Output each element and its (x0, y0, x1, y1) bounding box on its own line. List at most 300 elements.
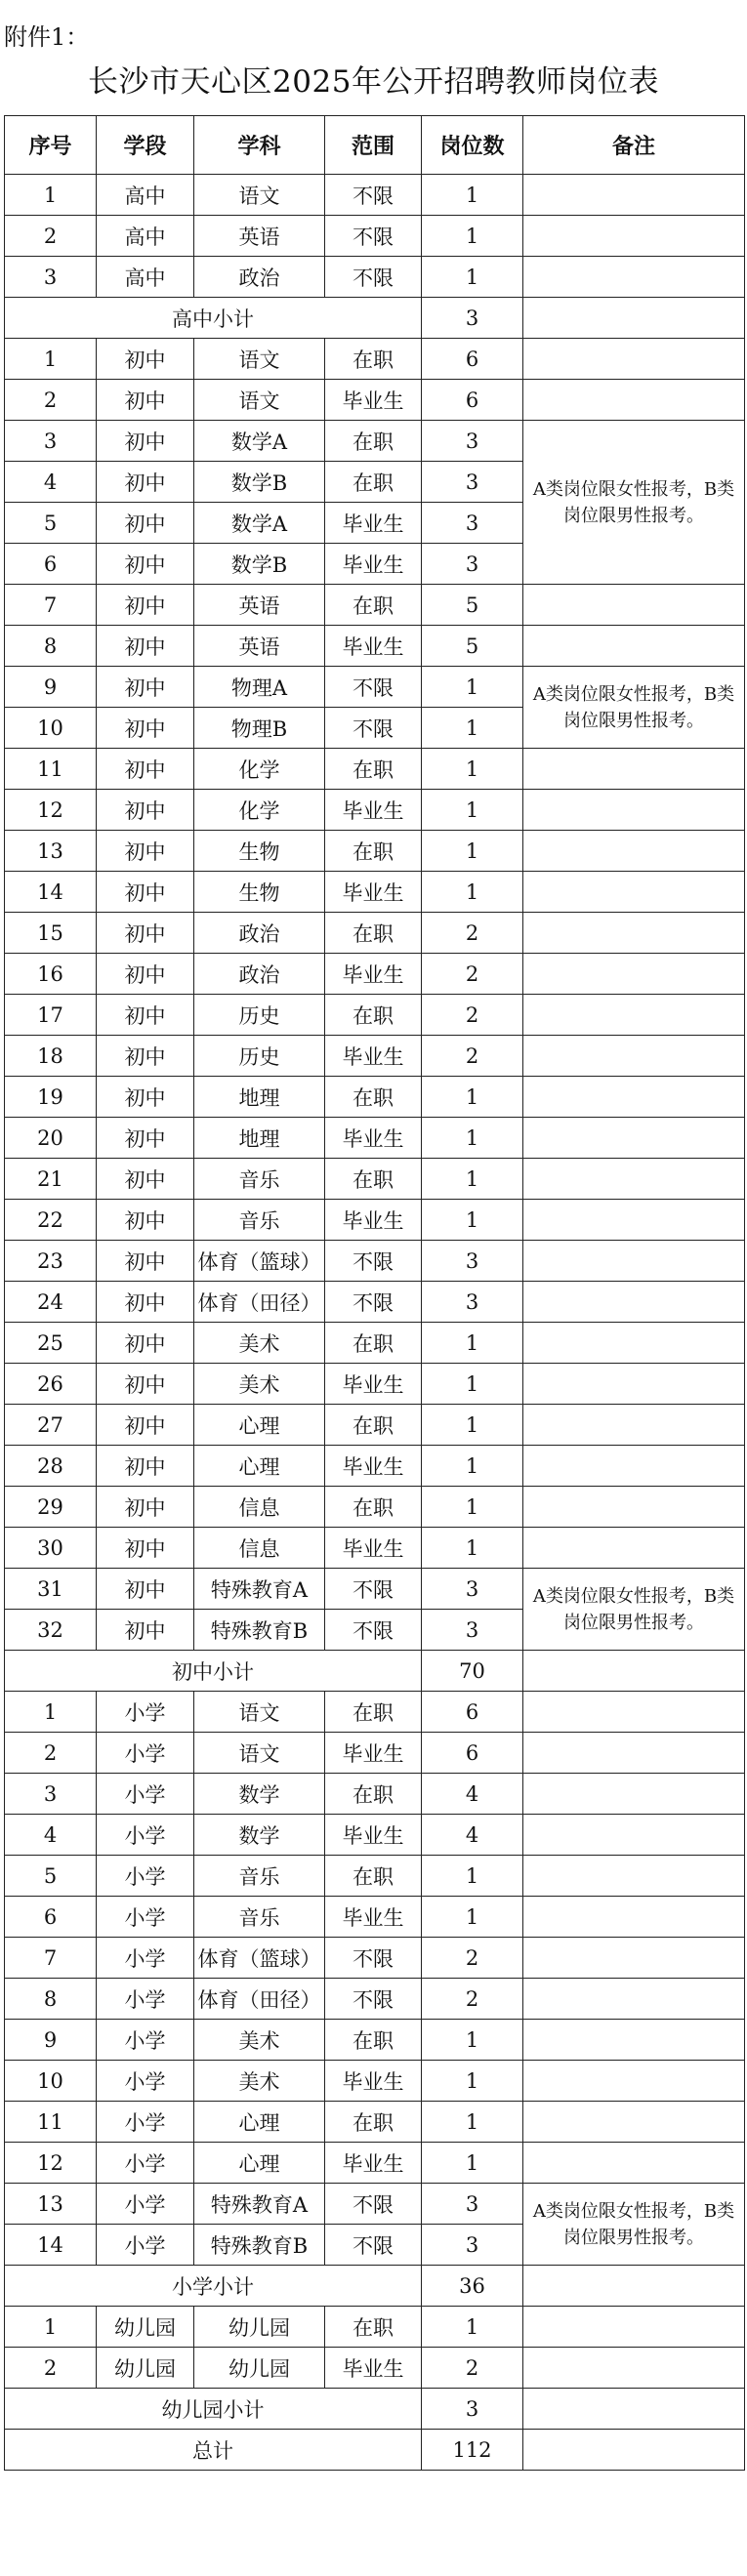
note-cell (523, 1487, 745, 1528)
cell-count: 3 (422, 1241, 523, 1282)
note-cell (523, 1282, 745, 1323)
cell-stage: 初中 (97, 1446, 194, 1487)
cell-scope: 不限 (325, 175, 422, 216)
cell-subject: 历史 (194, 995, 325, 1036)
cell-scope: 在职 (325, 585, 422, 626)
table-row (5, 749, 745, 790)
cell-count: 3 (422, 1569, 523, 1610)
cell-scope: 毕业生 (325, 2061, 422, 2102)
cell-subject: 语文 (194, 175, 325, 216)
cell-stage: 小学 (97, 1856, 194, 1897)
cell-scope: 毕业生 (325, 2143, 422, 2184)
cell-no: 5 (5, 1856, 97, 1897)
cell-count: 6 (422, 380, 523, 421)
cell-count: 1 (422, 1077, 523, 1118)
note-cell (523, 2307, 745, 2348)
cell-stage: 初中 (97, 462, 194, 503)
table-body (5, 175, 745, 2471)
cell-no: 8 (5, 626, 97, 667)
cell-stage: 初中 (97, 667, 194, 708)
cell-subject: 政治 (194, 913, 325, 954)
table-row (5, 995, 745, 1036)
cell-scope: 在职 (325, 339, 422, 380)
cell-stage: 初中 (97, 1200, 194, 1241)
cell-scope: 毕业生 (325, 626, 422, 667)
cell-scope: 毕业生 (325, 1446, 422, 1487)
note-cell (523, 175, 745, 216)
cell-stage: 初中 (97, 421, 194, 462)
cell-subject: 英语 (194, 585, 325, 626)
attachment-label: 附件1： (4, 23, 90, 51)
cell-subject: 体育（篮球） (194, 1241, 325, 1282)
cell-scope: 不限 (325, 667, 422, 708)
cell-scope: 在职 (325, 913, 422, 954)
table-row (5, 1036, 745, 1077)
cell-scope: 毕业生 (325, 1897, 422, 1938)
cell-no: 30 (5, 1528, 97, 1569)
cell-scope: 在职 (325, 1323, 422, 1364)
note-cell (523, 1692, 745, 1733)
cell-stage: 初中 (97, 1364, 194, 1405)
cell-stage: 初中 (97, 1569, 194, 1610)
cell-stage: 初中 (97, 503, 194, 544)
table-row (5, 1446, 745, 1487)
note-cell (523, 1651, 745, 1692)
cell-scope: 在职 (325, 1774, 422, 1815)
subtotal-label: 总计 (5, 2430, 422, 2471)
note-cell (523, 1323, 745, 1364)
note-cell (523, 954, 745, 995)
cell-subject: 幼儿园 (194, 2307, 325, 2348)
cell-count: 3 (422, 1282, 523, 1323)
cell-subject: 特殊教育B (194, 1610, 325, 1651)
table-row (5, 380, 745, 421)
cell-stage: 高中 (97, 216, 194, 257)
note-cell (523, 913, 745, 954)
cell-no: 12 (5, 2143, 97, 2184)
cell-subject: 心理 (194, 2143, 325, 2184)
cell-scope: 在职 (325, 1692, 422, 1733)
cell-count: 6 (422, 339, 523, 380)
cell-count: 1 (422, 2102, 523, 2143)
cell-no: 29 (5, 1487, 97, 1528)
cell-no: 7 (5, 1938, 97, 1979)
cell-stage: 初中 (97, 585, 194, 626)
subtotal-row (5, 2389, 745, 2430)
note-cell (523, 1979, 745, 2020)
positions-table (4, 115, 745, 2471)
cell-count: 3 (422, 503, 523, 544)
cell-subject: 地理 (194, 1118, 325, 1159)
cell-count: 1 (422, 1856, 523, 1897)
table-row (5, 1487, 745, 1528)
cell-count: 1 (422, 790, 523, 831)
cell-scope: 毕业生 (325, 954, 422, 995)
cell-no: 32 (5, 1610, 97, 1651)
cell-scope: 不限 (325, 1569, 422, 1610)
cell-subject: 信息 (194, 1487, 325, 1528)
table-row (5, 1774, 745, 1815)
cell-scope: 毕业生 (325, 544, 422, 585)
cell-scope: 毕业生 (325, 1364, 422, 1405)
table-row (5, 1938, 745, 1979)
cell-scope: 毕业生 (325, 1118, 422, 1159)
cell-subject: 美术 (194, 1364, 325, 1405)
note-cell (523, 790, 745, 831)
cell-scope: 不限 (325, 708, 422, 749)
cell-scope: 在职 (325, 1405, 422, 1446)
note-cell (523, 1036, 745, 1077)
cell-count: 2 (422, 1938, 523, 1979)
cell-stage: 小学 (97, 1692, 194, 1733)
note-cell (523, 749, 745, 790)
cell-count: 1 (422, 2143, 523, 2184)
cell-count: 6 (422, 1733, 523, 1774)
table-row (5, 421, 745, 462)
cell-count: 2 (422, 2348, 523, 2389)
subtotal-label: 高中小计 (5, 298, 422, 339)
cell-stage: 小学 (97, 1979, 194, 2020)
cell-no: 8 (5, 1979, 97, 2020)
cell-scope: 毕业生 (325, 1200, 422, 1241)
cell-stage: 小学 (97, 1733, 194, 1774)
cell-scope: 在职 (325, 462, 422, 503)
cell-count: 1 (422, 2020, 523, 2061)
cell-subject: 美术 (194, 2020, 325, 2061)
cell-count: 1 (422, 831, 523, 872)
note-cell (523, 1938, 745, 1979)
cell-no: 3 (5, 421, 97, 462)
cell-subject: 音乐 (194, 1856, 325, 1897)
cell-scope: 毕业生 (325, 503, 422, 544)
cell-count: 1 (422, 2307, 523, 2348)
cell-stage: 小学 (97, 1897, 194, 1938)
table-row (5, 831, 745, 872)
cell-no: 1 (5, 2307, 97, 2348)
cell-subject: 物理B (194, 708, 325, 749)
cell-count: 3 (422, 544, 523, 585)
note-cell (523, 2143, 745, 2184)
cell-stage: 初中 (97, 1118, 194, 1159)
cell-stage: 初中 (97, 708, 194, 749)
cell-scope: 毕业生 (325, 1815, 422, 1856)
table-row (5, 1856, 745, 1897)
subtotal-count: 3 (422, 2389, 523, 2430)
cell-no: 24 (5, 1282, 97, 1323)
cell-scope: 不限 (325, 2225, 422, 2266)
note-cell (523, 2348, 745, 2389)
subtotal-count: 70 (422, 1651, 523, 1692)
cell-stage: 小学 (97, 2102, 194, 2143)
cell-no: 28 (5, 1446, 97, 1487)
cell-stage: 初中 (97, 1487, 194, 1528)
cell-no: 26 (5, 1364, 97, 1405)
cell-count: 1 (422, 1159, 523, 1200)
cell-count: 1 (422, 1200, 523, 1241)
cell-count: 4 (422, 1815, 523, 1856)
cell-stage: 初中 (97, 1528, 194, 1569)
cell-stage: 初中 (97, 339, 194, 380)
cell-scope: 不限 (325, 1979, 422, 2020)
cell-scope: 在职 (325, 2020, 422, 2061)
note-cell (523, 1405, 745, 1446)
cell-no: 14 (5, 2225, 97, 2266)
note-cell (523, 2266, 745, 2307)
note-cell (523, 1897, 745, 1938)
subtotal-count: 112 (422, 2430, 523, 2471)
cell-stage: 小学 (97, 1938, 194, 1979)
cell-no: 6 (5, 1897, 97, 1938)
cell-subject: 化学 (194, 790, 325, 831)
cell-no: 11 (5, 2102, 97, 2143)
cell-no: 20 (5, 1118, 97, 1159)
cell-subject: 政治 (194, 257, 325, 298)
subtotal-label: 小学小计 (5, 2266, 422, 2307)
cell-scope: 在职 (325, 1159, 422, 1200)
cell-subject: 美术 (194, 2061, 325, 2102)
note-cell (523, 1118, 745, 1159)
cell-no: 10 (5, 708, 97, 749)
table-row (5, 585, 745, 626)
note-cell (523, 995, 745, 1036)
cell-count: 6 (422, 1692, 523, 1733)
cell-subject: 数学A (194, 503, 325, 544)
note-cell (523, 298, 745, 339)
cell-count: 1 (422, 175, 523, 216)
cell-stage: 初中 (97, 1159, 194, 1200)
cell-no: 21 (5, 1159, 97, 1200)
cell-scope: 不限 (325, 1610, 422, 1651)
cell-subject: 数学B (194, 462, 325, 503)
cell-subject: 心理 (194, 2102, 325, 2143)
table-row (5, 1118, 745, 1159)
subtotal-row (5, 1651, 745, 1692)
cell-count: 1 (422, 1405, 523, 1446)
cell-count: 1 (422, 1118, 523, 1159)
cell-count: 3 (422, 2225, 523, 2266)
table-row (5, 1692, 745, 1733)
cell-count: 1 (422, 2061, 523, 2102)
cell-count: 3 (422, 2184, 523, 2225)
note-cell (523, 1446, 745, 1487)
cell-no: 7 (5, 585, 97, 626)
note-cell (523, 1241, 745, 1282)
cell-scope: 在职 (325, 1077, 422, 1118)
cell-stage: 初中 (97, 790, 194, 831)
cell-stage: 幼儿园 (97, 2348, 194, 2389)
cell-subject: 数学 (194, 1815, 325, 1856)
cell-stage: 初中 (97, 1323, 194, 1364)
cell-count: 1 (422, 1487, 523, 1528)
cell-no: 11 (5, 749, 97, 790)
cell-subject: 化学 (194, 749, 325, 790)
cell-stage: 初中 (97, 954, 194, 995)
table-row (5, 1528, 745, 1569)
header-no: 序号 (5, 116, 97, 175)
cell-subject: 心理 (194, 1446, 325, 1487)
cell-stage: 小学 (97, 2184, 194, 2225)
cell-subject: 政治 (194, 954, 325, 995)
cell-subject: 幼儿园 (194, 2348, 325, 2389)
table-header-row (5, 116, 745, 175)
cell-no: 14 (5, 872, 97, 913)
table-row (5, 1282, 745, 1323)
cell-scope: 毕业生 (325, 1733, 422, 1774)
cell-scope: 不限 (325, 2184, 422, 2225)
note-cell: A类岗位限女性报考，B类岗位限男性报考。 (523, 1569, 745, 1651)
cell-subject: 语文 (194, 380, 325, 421)
cell-subject: 地理 (194, 1077, 325, 1118)
cell-no: 6 (5, 544, 97, 585)
cell-stage: 初中 (97, 544, 194, 585)
cell-subject: 英语 (194, 626, 325, 667)
cell-no: 3 (5, 1774, 97, 1815)
cell-scope: 在职 (325, 749, 422, 790)
table-row (5, 2020, 745, 2061)
table-row (5, 1323, 745, 1364)
cell-no: 1 (5, 339, 97, 380)
cell-no: 2 (5, 1733, 97, 1774)
cell-subject: 音乐 (194, 1200, 325, 1241)
cell-count: 5 (422, 626, 523, 667)
table-row (5, 1569, 745, 1610)
table-row (5, 257, 745, 298)
cell-stage: 初中 (97, 913, 194, 954)
cell-stage: 初中 (97, 380, 194, 421)
note-cell (523, 339, 745, 380)
cell-subject: 心理 (194, 1405, 325, 1446)
cell-scope: 在职 (325, 831, 422, 872)
header-count: 岗位数 (422, 116, 523, 175)
table-row (5, 1364, 745, 1405)
subtotal-label: 初中小计 (5, 1651, 422, 1692)
cell-no: 19 (5, 1077, 97, 1118)
cell-count: 1 (422, 1446, 523, 1487)
cell-no: 16 (5, 954, 97, 995)
cell-no: 12 (5, 790, 97, 831)
cell-count: 1 (422, 872, 523, 913)
subtotal-row (5, 2266, 745, 2307)
table-row (5, 175, 745, 216)
cell-count: 1 (422, 1364, 523, 1405)
table-row (5, 872, 745, 913)
cell-subject: 数学A (194, 421, 325, 462)
cell-no: 3 (5, 257, 97, 298)
cell-count: 2 (422, 954, 523, 995)
cell-subject: 特殊教育B (194, 2225, 325, 2266)
note-cell (523, 872, 745, 913)
cell-subject: 音乐 (194, 1159, 325, 1200)
cell-no: 4 (5, 1815, 97, 1856)
table-row (5, 2061, 745, 2102)
header-subject: 学科 (194, 116, 325, 175)
cell-subject: 历史 (194, 1036, 325, 1077)
cell-no: 2 (5, 216, 97, 257)
cell-stage: 小学 (97, 1774, 194, 1815)
note-cell: A类岗位限女性报考，B类岗位限男性报考。 (523, 667, 745, 749)
cell-no: 10 (5, 2061, 97, 2102)
table-row (5, 2102, 745, 2143)
cell-subject: 语文 (194, 1692, 325, 1733)
cell-no: 1 (5, 1692, 97, 1733)
cell-subject: 体育（田径） (194, 1979, 325, 2020)
cell-scope: 毕业生 (325, 2348, 422, 2389)
cell-scope: 毕业生 (325, 380, 422, 421)
cell-subject: 特殊教育A (194, 1569, 325, 1610)
table-row (5, 954, 745, 995)
note-cell (523, 1815, 745, 1856)
cell-count: 3 (422, 421, 523, 462)
cell-subject: 物理A (194, 667, 325, 708)
table-row (5, 2307, 745, 2348)
cell-no: 31 (5, 1569, 97, 1610)
cell-stage: 初中 (97, 831, 194, 872)
table-row (5, 626, 745, 667)
table-row (5, 2184, 745, 2225)
cell-subject: 语文 (194, 1733, 325, 1774)
cell-stage: 小学 (97, 1815, 194, 1856)
subtotal-label: 幼儿园小计 (5, 2389, 422, 2430)
note-cell (523, 2061, 745, 2102)
cell-subject: 数学 (194, 1774, 325, 1815)
note-cell (523, 1774, 745, 1815)
cell-stage: 初中 (97, 749, 194, 790)
cell-stage: 小学 (97, 2143, 194, 2184)
cell-stage: 幼儿园 (97, 2307, 194, 2348)
cell-stage: 初中 (97, 995, 194, 1036)
cell-scope: 在职 (325, 995, 422, 1036)
cell-stage: 初中 (97, 1405, 194, 1446)
cell-subject: 体育（篮球） (194, 1938, 325, 1979)
cell-no: 27 (5, 1405, 97, 1446)
cell-count: 1 (422, 257, 523, 298)
table-row (5, 2143, 745, 2184)
note-cell (523, 1733, 745, 1774)
note-cell (523, 2389, 745, 2430)
note-cell (523, 1200, 745, 1241)
cell-count: 1 (422, 749, 523, 790)
cell-no: 2 (5, 2348, 97, 2389)
note-cell (523, 1077, 745, 1118)
cell-subject: 体育（田径） (194, 1282, 325, 1323)
subtotal-count: 3 (422, 298, 523, 339)
cell-subject: 特殊教育A (194, 2184, 325, 2225)
cell-stage: 初中 (97, 626, 194, 667)
cell-subject: 生物 (194, 872, 325, 913)
cell-no: 2 (5, 380, 97, 421)
note-cell (523, 2020, 745, 2061)
cell-count: 1 (422, 708, 523, 749)
cell-stage: 初中 (97, 1036, 194, 1077)
cell-scope: 不限 (325, 1938, 422, 1979)
table-row (5, 1815, 745, 1856)
cell-count: 1 (422, 667, 523, 708)
table-row (5, 339, 745, 380)
note-cell (523, 1364, 745, 1405)
cell-count: 5 (422, 585, 523, 626)
cell-subject: 英语 (194, 216, 325, 257)
cell-stage: 初中 (97, 872, 194, 913)
subtotal-row (5, 2430, 745, 2471)
cell-subject: 语文 (194, 339, 325, 380)
cell-no: 15 (5, 913, 97, 954)
note-cell (523, 626, 745, 667)
cell-stage: 高中 (97, 257, 194, 298)
table-row (5, 1897, 745, 1938)
cell-scope: 在职 (325, 1487, 422, 1528)
subtotal-row (5, 298, 745, 339)
cell-no: 22 (5, 1200, 97, 1241)
